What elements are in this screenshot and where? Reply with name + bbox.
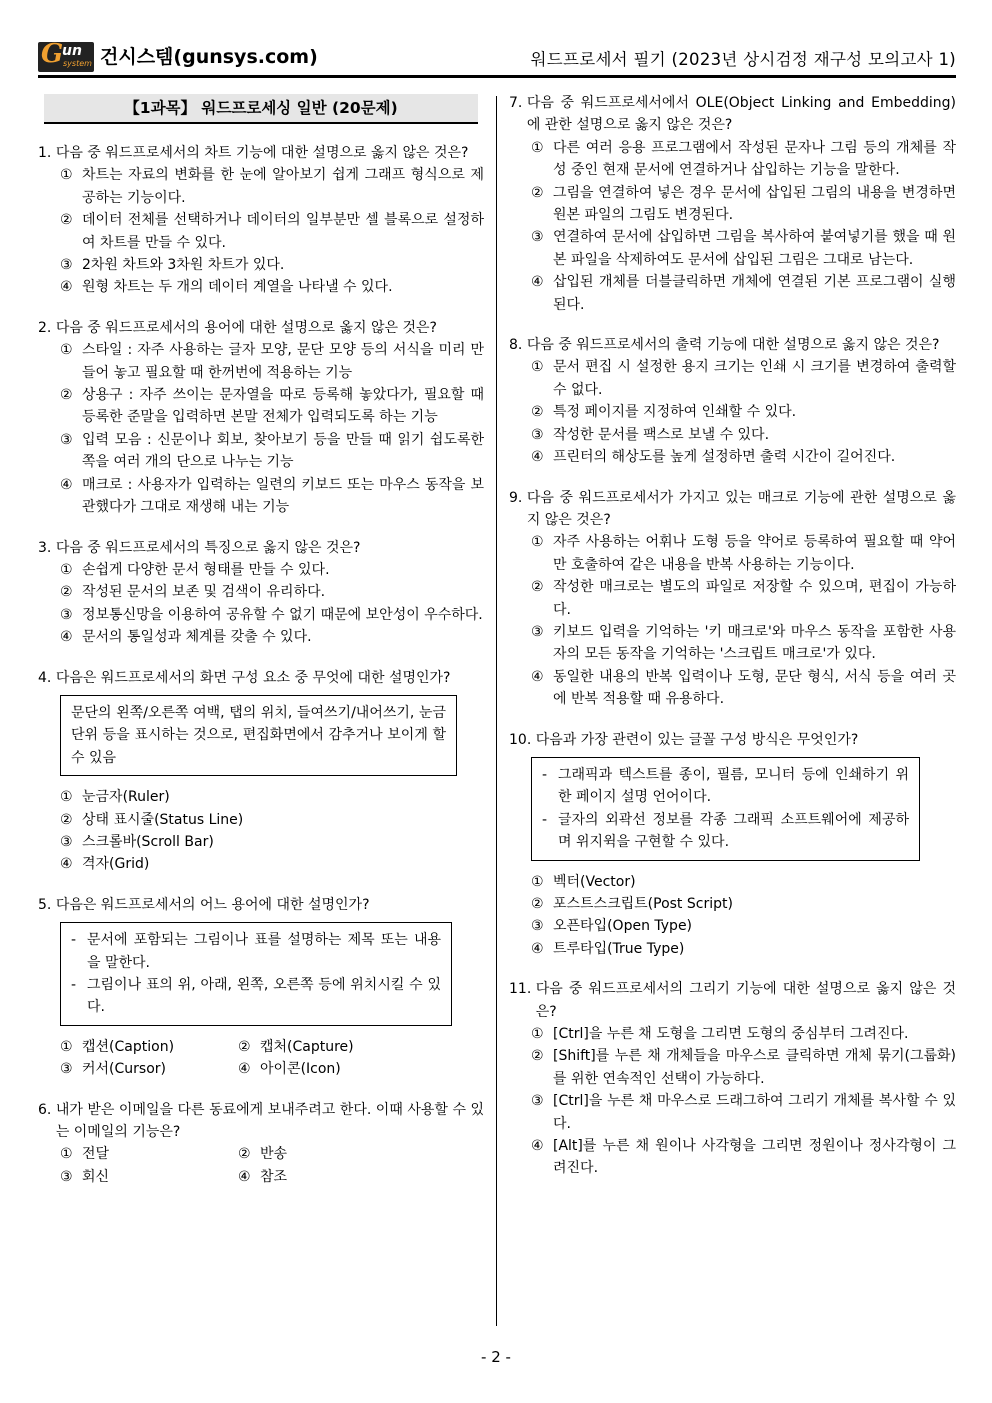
question-stem: 다음 중 워드프로세서의 그리기 기능에 대한 설명으로 옳지 않은 것은? [535,981,956,1020]
option-4[interactable]: ④ 문서의 통일성과 체계를 갖출 수 있다. [60,629,312,646]
description-box: 문단의 왼쪽/오른쪽 여백, 탭의 위치, 들여쓰기/내어쓰기, 눈금 단위 등을 표시하는 것으로, 편집화면에서 감추거나 보이게 할 수 있음 [60,695,457,776]
question-11 [509,978,956,1180]
question-number: 4. [38,669,56,686]
option-4[interactable]: ④ [Alt]를 누른 채 원이나 사각형을 그리면 정원이나 정사각형이 그려진다. [531,1138,956,1177]
option-1[interactable]: ① 스타일 : 자주 사용하는 글자 모양, 문단 모양 등의 서식을 미리 만들어 놓고 필요할 때 한꺼번에 적용하는 기능 [60,342,484,381]
option-2[interactable]: ② 특정 페이지를 지정하여 인쇄할 수 있다. [531,404,797,421]
option-1[interactable]: ① 문서 편집 시 설정한 용지 크기는 인쇄 시 크기를 변경하여 출력할 수 없다. [531,359,956,398]
option-3[interactable]: ③ 연결하여 문서에 삽입하면 그림을 복사하여 붙여넣기를 했을 때 원본 파일을 삭제하여도 문서에 삽입된 그림은 그대로 남는다. [531,229,956,268]
option-2[interactable]: ② 작성한 매크로는 별도의 파일로 저장할 수 있으며, 편집이 가능하다. [531,579,956,618]
question-stem: 다음 중 워드프로세서가 가지고 있는 매크로 기능에 관한 설명으로 옳지 않은 것은? [526,489,956,528]
option-2[interactable]: ② 포스트스크립트(Post Script) [531,896,733,912]
option-3[interactable]: ③ 키보드 입력을 기억하는 '키 매크로'와 마우스 동작을 포함한 사용자의 모든 동작을 기억하는 '스크립트 매크로'가 있다. [531,623,956,663]
question-6 [38,1099,484,1189]
option-3[interactable]: ③ 오픈타입(Open Type) [531,918,693,935]
option-3[interactable]: ③ 입력 모음 : 신문이나 회보, 찾아보기 등을 만들 때 읽기 쉽도록한 쪽을 여러 개의 단으로 나누는 기능 [60,431,484,471]
gunsystem-logo: G un system [38,42,94,72]
option-1[interactable]: ① 다른 여러 응용 프로그램에서 작성된 문자나 그림 등의 개체를 작성 중인 현재 문서에 연결하거나 삽입하는 기능을 말한다. [531,139,956,179]
option-2[interactable]: ② 작성된 문서의 보존 및 검색이 유리하다. [60,584,326,601]
option-1[interactable]: ① 자주 사용하는 어휘나 도형 등을 약어로 등록하여 필요할 때 약어만 호출하여 같은 내용을 반복 사용하는 기능이다. [531,534,956,573]
question-number: 9. [509,489,527,506]
option-3[interactable]: ③ 정보통신망을 이용하여 공유할 수 없기 때문에 보안성이 우수하다. [60,606,483,623]
option-4[interactable]: ④ 격자(Grid) [60,856,150,873]
question-2 [38,317,484,519]
question-stem: 다음 중 워드프로세서의 출력 기능에 대한 설명으로 옳지 않은 것은? [526,337,940,354]
option-1[interactable]: ① 벡터(Vector) [531,873,636,890]
question-5 [38,894,484,1081]
option-3[interactable]: ③ 스크롤바(Scroll Bar) [60,833,214,850]
option-1[interactable]: ① [Ctrl]을 누른 채 도형을 그리면 도형의 중심부터 그려진다. [531,1026,909,1043]
option-2[interactable]: ② 그림을 연결하여 넣은 경우 문서에 삽입된 그림의 내용을 변경하면 원본 파일의 그림도 변경된다. [531,184,956,224]
right-column [509,92,956,1198]
option-4[interactable]: ④ 원형 차트는 두 개의 데이터 계열을 나타낼 수 있다. [60,279,393,296]
question-1 [38,142,484,299]
option-4[interactable]: ④ 삽입된 개체를 더블클릭하면 개체에 연결된 기본 프로그램이 실행된다. [531,274,956,313]
option-4[interactable]: ④ 참조 [238,1168,288,1185]
option-1[interactable]: ① 차트는 자료의 변화를 한 눈에 알아보기 쉽게 그래프 형식으로 제공하는 기능이다. [60,167,484,206]
option-4[interactable]: ④ 프린터의 해상도를 높게 설정하면 출력 시간이 길어진다. [531,449,896,466]
option-3[interactable]: ③ 작성한 문서를 팩스로 보낼 수 있다. [531,426,770,443]
option-3[interactable]: ③ [Ctrl]을 누른 채 마우스로 드래그하여 그리기 개체를 복사할 수 있다. [531,1093,956,1132]
question-stem: 다음은 워드프로세서의 화면 구성 요소 중 무엇에 대한 설명인가? [55,669,451,686]
option-1[interactable]: ① 손쉽게 다양한 문서 형태를 만들 수 있다. [60,561,330,578]
question-stem: 내가 받은 이메일을 다른 동료에게 보내주려고 한다. 이때 사용할 수 있는 이메일의 기능은? [55,1101,484,1141]
option-3[interactable]: ③ 2차원 차트와 3차원 차트가 있다. [60,257,285,274]
question-number: 5. [38,896,56,913]
question-stem: 다음 중 워드프로세서의 용어에 대한 설명으로 옳지 않은 것은? [55,319,437,336]
section-title: 【1과목】 워드프로세싱 일반 (20문제) [44,94,478,124]
option-2[interactable]: ② 데이터 전체를 선택하거나 데이터의 일부분만 셀 블록으로 설정하여 차트를 만들 수 있다. [60,212,484,251]
question-number: 8. [509,337,527,354]
option-2[interactable]: ② [Shift]를 누른 채 개체들을 마우스로 클릭하면 개체 묶기(그룹화)를 위한 연속적인 선택이 가능하다. [531,1048,956,1087]
header-rule [38,75,956,78]
option-2[interactable]: ② 반송 [238,1146,288,1163]
question-number: 7. [509,95,527,111]
option-2[interactable]: ② 캡처(Capture) [238,1038,354,1055]
option-4[interactable]: ④ 동일한 내용의 반복 입력이나 도형, 문단 형식, 서식 등을 여러 곳에 반복 적용할 때 유용하다. [531,668,956,708]
description-box: - 그래픽과 텍스트를 종이, 필름, 모니터 등에 인쇄하기 위한 페이지 설명 언어이다. - 글자의 외곽선 정보를 각종 그래픽 소프트웨어에 제공하며 위지윅을 구현할 수 있다. [531,757,920,861]
question-stem: 다음 중 워드프로세서의 특징으로 옳지 않은 것은? [55,539,361,556]
question-10 [509,729,956,961]
option-1[interactable]: ① 눈금자(Ruler) [60,789,170,806]
question-stem: 다음 중 워드프로세서에서 OLE(Object Linking and Embedding)에 관한 설명으로 옳지 않은 것은? [526,95,956,134]
question-stem: 다음 중 워드프로세서의 차트 기능에 대한 설명으로 옳지 않은 것은? [55,145,469,161]
question-number: 1. [38,145,56,161]
question-number: 11. [509,981,536,998]
question-3 [38,537,484,649]
option-4[interactable]: ④ 매크로 : 사용자가 입력하는 일련의 키보드 또는 마우스 동작을 보관했다가 그대로 재생해 내는 기능 [60,476,484,516]
left-column [38,92,484,1206]
exam-title: 워드프로세서 필기 (2023년 상시검정 재구성 모의고사 1) [530,50,956,69]
option-2[interactable]: ② 상태 표시줄(Status Line) [60,811,244,828]
option-3[interactable]: ③ 커서(Cursor) [60,1061,166,1078]
option-1[interactable]: ① 캡션(Caption) [60,1038,175,1055]
question-7 [509,92,956,316]
option-3[interactable]: ③ 회신 [60,1168,110,1185]
question-stem: 다음은 워드프로세서의 어느 용어에 대한 설명인가? [55,896,370,913]
question-number: 10. [509,731,536,748]
question-number: 2. [38,319,56,336]
page-number: - 2 - [481,1348,511,1366]
option-4[interactable]: ④ 아이콘(Icon) [238,1061,341,1078]
page-header [38,40,956,74]
question-number: 6. [38,1101,56,1118]
question-8 [509,334,956,468]
description-box: - 문서에 포함되는 그림이나 표를 설명하는 제목 또는 내용을 말한다. - 그림이나 표의 위, 아래, 왼쪽, 오른쪽 등에 위치시킬 수 있다. [60,922,452,1026]
option-4[interactable]: ④ 트루타입(True Type) [531,940,685,957]
option-1[interactable]: ① 전달 [60,1146,110,1163]
question-9 [509,487,956,711]
question-4 [38,667,484,876]
brand-name: 건시스템(gunsys.com) [100,46,318,68]
option-2[interactable]: ② 상용구 : 자주 쓰이는 문자열을 따로 등록해 놓았다가, 필요할 때 등록한 준말을 입력하면 본말 전체가 입력되도록 하는 기능 [60,387,484,426]
column-divider [496,96,497,1326]
question-stem: 다음과 가장 관련이 있는 글꼴 구성 방식은 무엇인가? [535,731,859,748]
question-number: 3. [38,539,56,556]
